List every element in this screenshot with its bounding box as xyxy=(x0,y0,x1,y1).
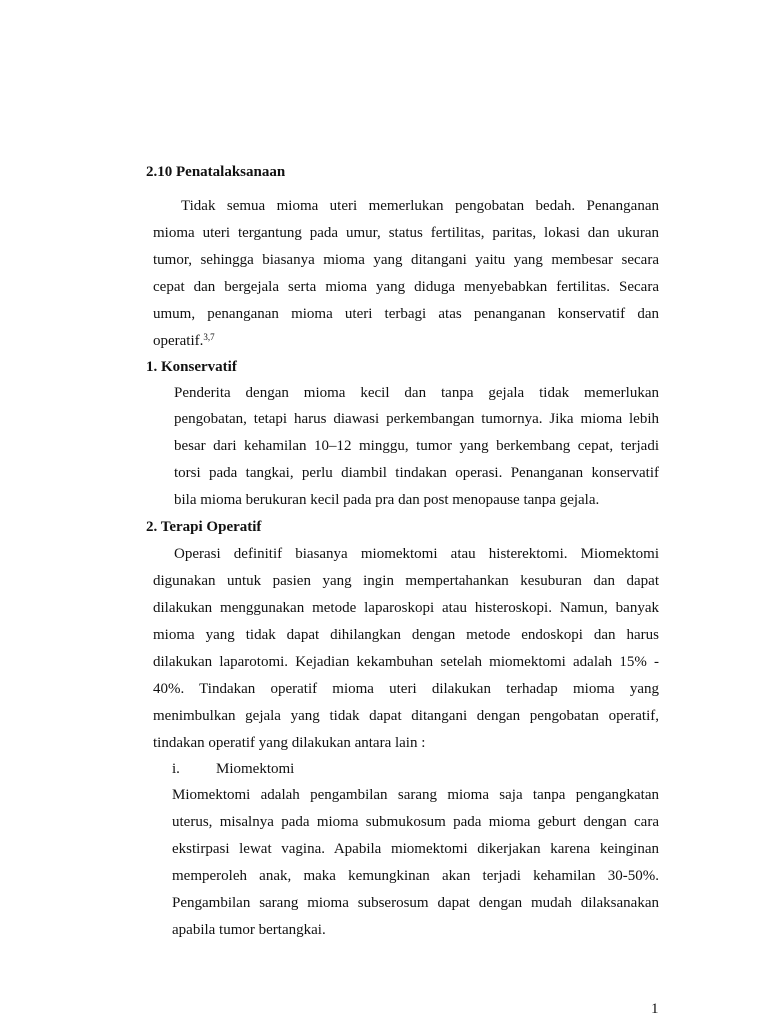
paragraph-line: apabila tumor bertangkai. xyxy=(172,922,326,938)
paragraph-line: mioma uteri tergantung pada umur, status fertilitas, paritas, lokasi dan ukuran xyxy=(153,225,659,241)
paragraph-line: Miomektomi adalah pengambilan sarang mioma saja tanpa pengangkatan xyxy=(172,787,659,803)
paragraph-line: 40%. Tindakan operatif mioma uteri dilakukan terhadap mioma yang xyxy=(153,681,659,697)
sublist-title: Miomektomi xyxy=(216,761,295,777)
paragraph-line: memperoleh anak, maka kemungkinan akan terjadi kehamilan 30-50%. xyxy=(172,868,659,884)
paragraph-line: cepat dan bergejala serta mioma yang diduga menyebabkan fertilitas. Secara xyxy=(153,279,659,295)
paragraph-line: torsi pada tangkai, perlu diambil tindakan operasi. Penanganan konservatif xyxy=(174,465,659,481)
paragraph-line: besar dari kehamilan 10–12 minggu, tumor yang berkembang cepat, terjadi xyxy=(174,438,659,454)
paragraph-line: Tidak semua mioma uteri memerlukan pengobatan bedah. Penanganan xyxy=(181,198,659,214)
sublist-number: i. xyxy=(172,761,180,777)
citation: 3,7 xyxy=(203,332,215,342)
paragraph-last-line xyxy=(153,332,215,350)
paragraph-line: tindakan operatif yang dilakukan antara lain : xyxy=(153,735,426,751)
paragraph-line: menimbulkan gejala yang tidak dapat ditangani dengan pengobatan operatif, xyxy=(153,708,659,724)
paragraph-line: digunakan untuk pasien yang ingin mempertahankan kesuburan dan dapat xyxy=(153,573,659,589)
paragraph-line: umum, penanganan mioma uteri terbagi atas penanganan konservatif dan xyxy=(153,306,659,322)
paragraph-line: dilakukan laparotomi. Kejadian kekambuhan setelah miomektomi adalah 15% - xyxy=(153,654,659,670)
list-heading-terapi-operatif: 2. Terapi Operatif xyxy=(146,519,262,535)
paragraph-line: dilakukan menggunakan metode laparoskopi atau histeroskopi. Namun, banyak xyxy=(153,600,659,616)
paragraph-line: ekstirpasi lewat vagina. Apabila miomektomi dikerjakan karena keinginan xyxy=(172,841,659,857)
list-heading-konservatif: 1. Konservatif xyxy=(146,359,237,375)
paragraph-line: Pengambilan sarang mioma subserosum dapat dengan mudah dilaksanakan xyxy=(172,895,659,911)
paragraph-line: mioma yang tidak dapat dihilangkan dengan metode endoskopi dan harus xyxy=(153,627,659,643)
paragraph-line: Penderita dengan mioma kecil dan tanpa gejala tidak memerlukan xyxy=(174,385,659,401)
paragraph-line: bila mioma berukuran kecil pada pra dan post menopause tanpa gejala. xyxy=(174,492,600,508)
section-heading: 2.10 Penatalaksanaan xyxy=(146,164,286,180)
paragraph-line: tumor, sehingga biasanya mioma yang ditangani yaitu yang membesar secara xyxy=(153,252,659,268)
paragraph-line: pengobatan, tetapi harus diawasi perkembangan tumornya. Jika mioma lebih xyxy=(174,411,659,427)
paragraph-line: uterus, misalnya pada mioma submukosum pada mioma geburt dengan cara xyxy=(172,814,659,830)
paragraph-text: operatif. xyxy=(153,333,204,349)
page-number: 1 xyxy=(651,1001,659,1017)
paragraph-line: Operasi definitif biasanya miomektomi atau histerektomi. Miomektomi xyxy=(174,546,659,562)
